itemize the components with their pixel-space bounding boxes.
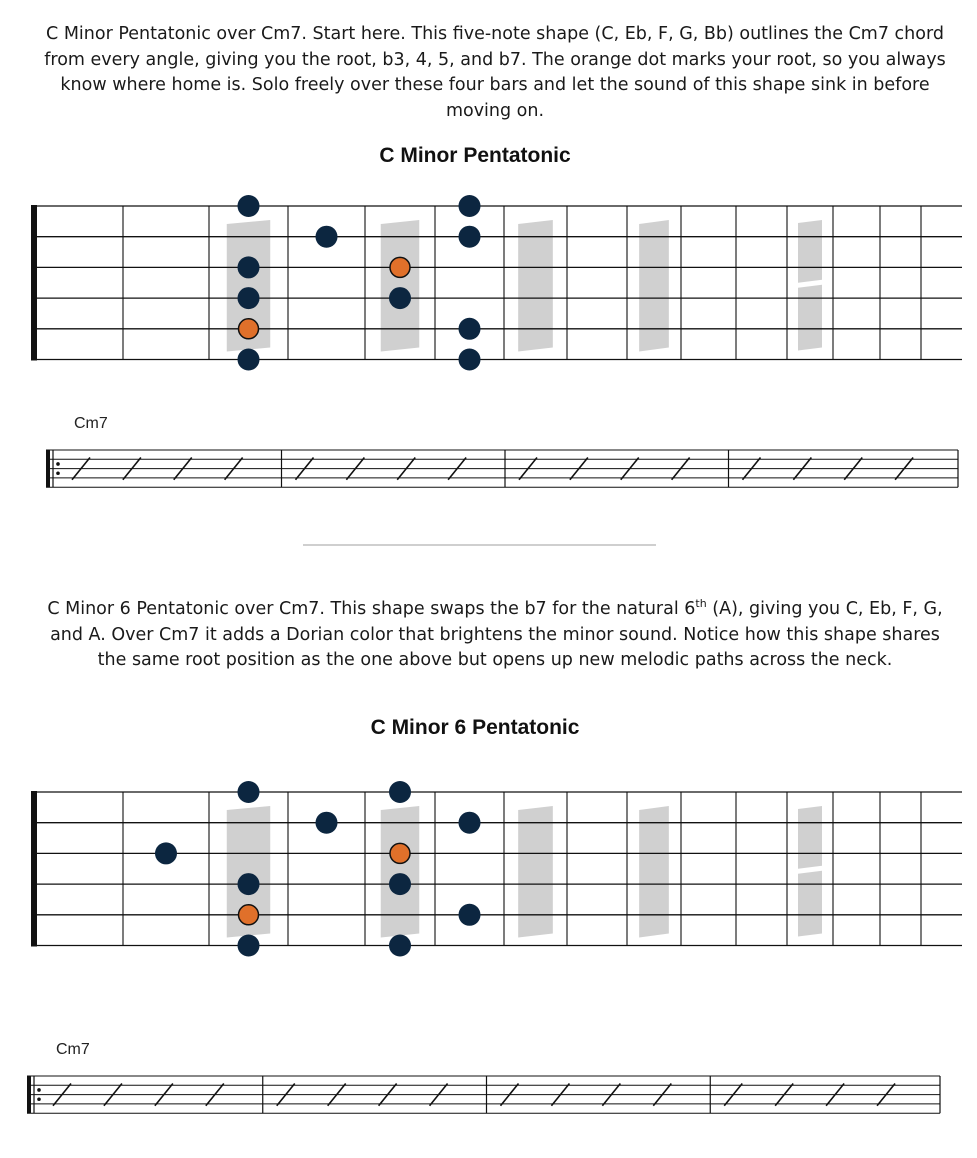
chord-label-2: Cm7 — [56, 1041, 90, 1058]
note-dot — [155, 842, 177, 864]
repeat-dot — [37, 1097, 41, 1101]
repeat-dot — [56, 462, 60, 466]
note-dot — [459, 318, 481, 340]
section2-description: C Minor 6 Pentatonic over Cm7. This shape swaps the b7 for the natural 6th (A), giving you C, Eb, F, G, and A. Over Cm7 it adds a Dorian color that brightens the minor sound. Notice how this shape shares the same root position as the one above but opens up new melodic paths across the neck. — [47, 597, 943, 670]
note-dot — [238, 287, 260, 309]
note-dot — [459, 812, 481, 834]
fret-inlay-5 — [381, 220, 420, 352]
fret-inlay-12-upper — [798, 806, 822, 869]
fretboard-diagram-2 — [0, 776, 977, 966]
note-dot — [316, 226, 338, 248]
section2-title: C Minor 6 Pentatonic — [370, 716, 580, 739]
fret-inlay-5 — [381, 806, 420, 938]
nut — [31, 205, 37, 361]
root-note-dot — [239, 319, 259, 339]
note-dot — [238, 873, 260, 895]
fret-inlay-7 — [518, 220, 553, 352]
note-dot — [459, 226, 481, 248]
root-note-dot — [390, 843, 410, 863]
root-note-dot — [390, 257, 410, 277]
root-note-dot — [239, 905, 259, 925]
note-dot — [389, 781, 411, 803]
note-dot — [238, 195, 260, 217]
note-dot — [389, 287, 411, 309]
note-dot — [459, 904, 481, 926]
note-dot — [238, 256, 260, 278]
section1-title: C Minor Pentatonic — [379, 144, 571, 167]
fret-inlay-7 — [518, 806, 553, 938]
note-dot — [459, 195, 481, 217]
fret-inlay-12-upper — [798, 220, 822, 283]
fret-inlay-12-lower — [798, 871, 822, 937]
note-dot — [238, 349, 260, 371]
note-dot — [238, 781, 260, 803]
note-dot — [316, 812, 338, 834]
section1-description: C Minor Pentatonic over Cm7. Start here. This five-note shape (C, Eb, F, G, Bb) outlines the Cm7 chord from every angle, giving you the root, b3, 4, 5, and b7. The orange dot marks your root, so you always know where home is. Solo freely over these four bars and let the sound of this shape sink in before moving on. — [44, 24, 946, 121]
note-dot — [389, 935, 411, 957]
repeat-barline-thick — [46, 450, 50, 487]
section-divider — [303, 544, 656, 546]
fret-inlay-9 — [639, 806, 669, 938]
fretboard-diagram-1 — [0, 190, 977, 380]
note-dot — [459, 349, 481, 371]
repeat-dot — [37, 1088, 41, 1092]
note-dot — [389, 873, 411, 895]
nut — [31, 791, 37, 947]
repeat-barline-thick — [27, 1076, 31, 1113]
note-dot — [238, 935, 260, 957]
chord-label-1: Cm7 — [74, 415, 108, 432]
fret-inlay-12-lower — [798, 285, 822, 351]
rhythm-staff-1 — [0, 446, 977, 496]
fret-inlay-9 — [639, 220, 669, 352]
rhythm-staff-2 — [0, 1072, 977, 1122]
repeat-dot — [56, 471, 60, 475]
